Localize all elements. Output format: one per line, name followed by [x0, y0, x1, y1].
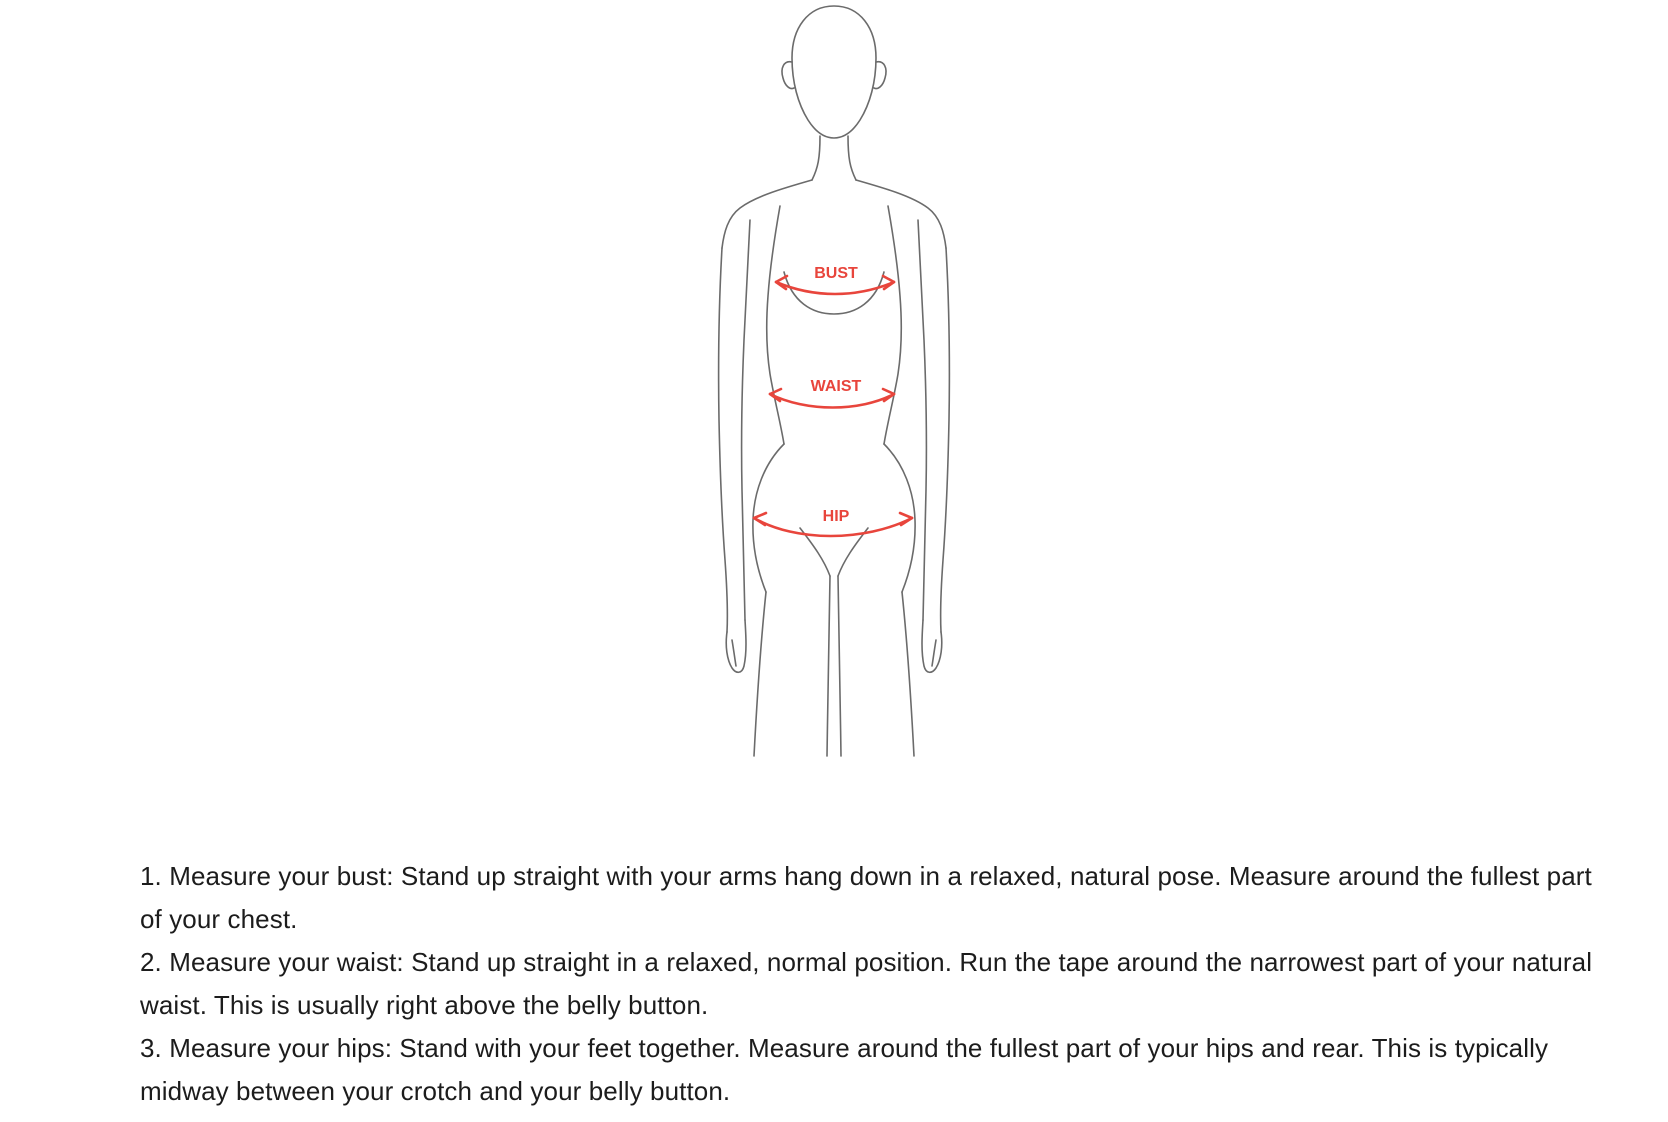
- measurement-lines: [754, 276, 912, 536]
- hand-left-finger: [732, 640, 736, 666]
- bust-arrow-left: [776, 276, 787, 289]
- leg-left-inner: [827, 576, 830, 756]
- hip-label: HIP: [822, 508, 850, 525]
- neck-left: [812, 136, 820, 180]
- bust-label: BUST: [814, 265, 858, 282]
- arm-right-outer: [941, 248, 950, 632]
- hip-arrow-left: [754, 513, 766, 525]
- torso-right: [884, 206, 901, 444]
- body-figure-svg: [624, 0, 1044, 760]
- hip-left: [753, 444, 784, 592]
- waist-label: WAIST: [810, 378, 862, 395]
- instruction-item-2: 2. Measure your waist: Stand up straight in a relaxed, normal position. Run the tape around the narrowest part of your natural waist. This is usually right above the belly button.: [140, 947, 1593, 1020]
- measurement-labels: [802, 262, 870, 527]
- shoulder-right: [856, 180, 946, 248]
- hip-arrow-right: [900, 513, 912, 525]
- instruction-item-1: 1. Measure your bust: Stand up straight with your arms hang down in a relaxed, natural pose. Measure around the fullest part of your chest.: [140, 861, 1592, 934]
- neck-right: [848, 136, 856, 180]
- arm-left-outer: [719, 248, 728, 632]
- arm-right-inner: [918, 220, 926, 620]
- measurement-instructions: [140, 855, 1600, 1113]
- arm-left-inner: [742, 220, 750, 620]
- leg-left-outer: [754, 592, 766, 756]
- head-outline: [792, 6, 876, 138]
- torso-left: [767, 206, 784, 444]
- hand-right-finger: [932, 640, 936, 666]
- shoulder-left: [722, 180, 812, 248]
- waist-arrow-left: [770, 389, 781, 401]
- leg-right-inner: [838, 576, 841, 756]
- bust-arrow-right: [883, 276, 894, 289]
- leg-right-outer: [902, 592, 914, 756]
- instruction-item-3: 3. Measure your hips: Stand with your feet together. Measure around the fullest part of your hips and rear. This is typically midway between your crotch and your belly button.: [140, 1033, 1549, 1106]
